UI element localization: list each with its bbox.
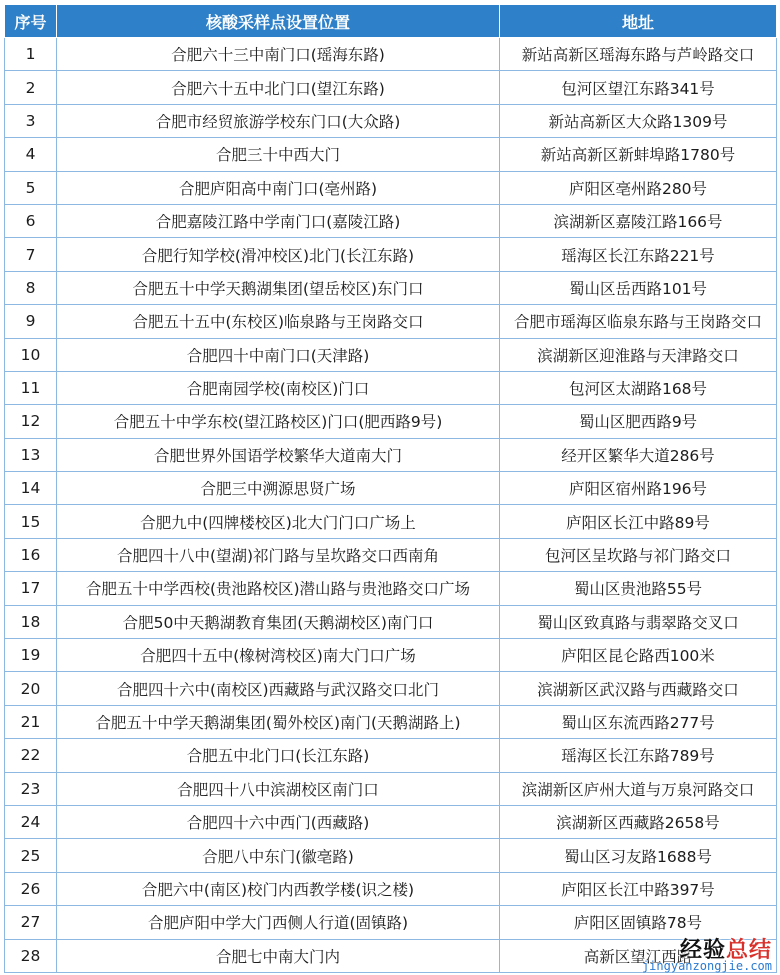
row-index-cell: 15 [5, 505, 57, 538]
row-address-cell: 新站高新区瑶海东路与芦岭路交口 [500, 38, 777, 71]
table-row [5, 605, 777, 638]
table-row [5, 505, 777, 538]
row-index-cell: 11 [5, 371, 57, 404]
row-index-cell: 6 [5, 204, 57, 237]
row-address-cell: 庐阳区昆仑路西100米 [500, 639, 777, 672]
table-row [5, 939, 777, 972]
watermark-title-accent: 总结 [725, 938, 772, 963]
row-address-cell: 庐阳区长江中路89号 [500, 505, 777, 538]
row-address-cell: 包河区望江东路341号 [500, 71, 777, 104]
row-address-cell: 庐阳区宿州路196号 [500, 472, 777, 505]
row-address-cell: 蜀山区岳西路101号 [500, 271, 777, 304]
row-site-cell: 合肥四十八中滨湖校区南门口 [57, 772, 500, 805]
row-site-cell: 合肥庐阳高中南门口(亳州路) [57, 171, 500, 204]
table-row [5, 438, 777, 471]
row-site-cell: 合肥六十三中南门口(瑶海东路) [57, 38, 500, 71]
row-site-cell: 合肥四十八中(望湖)祁门路与呈坎路交口西南角 [57, 538, 500, 571]
row-index-cell: 9 [5, 305, 57, 338]
row-site-cell: 合肥六十五中北门口(望江东路) [57, 71, 500, 104]
row-site-cell: 合肥四十中南门口(天津路) [57, 338, 500, 371]
sampling-sites-table [4, 4, 777, 973]
watermark-url: jingyanzongjie.com [641, 959, 772, 973]
row-address-cell: 蜀山区习友路1688号 [500, 839, 777, 872]
row-index-cell: 1 [5, 38, 57, 71]
row-site-cell: 合肥九中(四牌楼校区)北大门门口广场上 [57, 505, 500, 538]
table-row [5, 672, 777, 705]
row-index-cell: 24 [5, 805, 57, 838]
row-site-cell: 合肥五十五中(东校区)临泉路与王岗路交口 [57, 305, 500, 338]
row-index-cell: 7 [5, 238, 57, 271]
row-index-cell: 21 [5, 705, 57, 738]
row-site-cell: 合肥五中北门口(长江东路) [57, 739, 500, 772]
table-header-row [5, 5, 777, 38]
row-address-cell: 滨湖新区庐州大道与万泉河路交口 [500, 772, 777, 805]
row-index-cell: 16 [5, 538, 57, 571]
row-index-cell: 14 [5, 472, 57, 505]
table-row [5, 639, 777, 672]
table-row [5, 138, 777, 171]
row-index-cell: 10 [5, 338, 57, 371]
row-address-cell: 包河区太湖路168号 [500, 371, 777, 404]
row-address-cell: 滨湖新区嘉陵江路166号 [500, 204, 777, 237]
row-index-cell: 4 [5, 138, 57, 171]
row-index-cell: 3 [5, 104, 57, 137]
row-site-cell: 合肥三中溯源思贤广场 [57, 472, 500, 505]
row-index-cell: 18 [5, 605, 57, 638]
header-index: 序号 [5, 5, 57, 38]
row-address-cell: 滨湖新区西藏路2658号 [500, 805, 777, 838]
row-site-cell: 合肥五十中学天鹅湖集团(蜀外校区)南门(天鹅湖路上) [57, 705, 500, 738]
table-row [5, 872, 777, 905]
row-address-cell: 包河区呈坎路与祁门路交口 [500, 538, 777, 571]
table-row [5, 739, 777, 772]
row-index-cell: 26 [5, 872, 57, 905]
row-index-cell: 20 [5, 672, 57, 705]
row-address-cell: 蜀山区贵池路55号 [500, 572, 777, 605]
row-address-cell: 瑶海区长江东路789号 [500, 739, 777, 772]
table-row [5, 772, 777, 805]
table-row [5, 371, 777, 404]
row-index-cell: 8 [5, 271, 57, 304]
row-index-cell: 27 [5, 906, 57, 939]
row-site-cell: 合肥七中南大门内 [57, 939, 500, 972]
table-row [5, 572, 777, 605]
table-row [5, 204, 777, 237]
table-row [5, 906, 777, 939]
watermark-title-main: 经验 [679, 938, 726, 963]
table-row [5, 805, 777, 838]
row-address-cell: 庐阳区固镇路78号 [500, 906, 777, 939]
row-site-cell: 合肥八中东门(徽亳路) [57, 839, 500, 872]
table-row [5, 171, 777, 204]
row-site-cell: 合肥南园学校(南校区)门口 [57, 371, 500, 404]
row-address-cell: 庐阳区亳州路280号 [500, 171, 777, 204]
row-index-cell: 12 [5, 405, 57, 438]
row-index-cell: 2 [5, 71, 57, 104]
row-address-cell: 新站高新区大众路1309号 [500, 104, 777, 137]
row-site-cell: 合肥三十中西大门 [57, 138, 500, 171]
row-site-cell: 合肥五十中学东校(望江路校区)门口(肥西路9号) [57, 405, 500, 438]
table-row [5, 238, 777, 271]
row-index-cell: 22 [5, 739, 57, 772]
row-site-cell: 合肥五十中学西校(贵池路校区)潜山路与贵池路交口广场 [57, 572, 500, 605]
table-row [5, 538, 777, 571]
row-address-cell: 瑶海区长江东路221号 [500, 238, 777, 271]
table-row [5, 71, 777, 104]
table-row [5, 338, 777, 371]
row-site-cell: 合肥五十中学天鹅湖集团(望岳校区)东门口 [57, 271, 500, 304]
row-index-cell: 19 [5, 639, 57, 672]
header-site: 核酸采样点设置位置 [57, 5, 500, 38]
table-row [5, 705, 777, 738]
row-index-cell: 13 [5, 438, 57, 471]
row-index-cell: 17 [5, 572, 57, 605]
table-row [5, 38, 777, 71]
table-row [5, 271, 777, 304]
row-address-cell: 蜀山区肥西路9号 [500, 405, 777, 438]
row-site-cell: 合肥世界外国语学校繁华大道南大门 [57, 438, 500, 471]
row-site-cell: 合肥市经贸旅游学校东门口(大众路) [57, 104, 500, 137]
table-body [5, 38, 777, 973]
table-row [5, 405, 777, 438]
table-row [5, 472, 777, 505]
table-row [5, 305, 777, 338]
row-index-cell: 5 [5, 171, 57, 204]
row-index-cell: 23 [5, 772, 57, 805]
table-row [5, 839, 777, 872]
row-index-cell: 28 [5, 939, 57, 972]
row-address-cell: 新站高新区新蚌埠路1780号 [500, 138, 777, 171]
row-site-cell: 合肥50中天鹅湖教育集团(天鹅湖校区)南门口 [57, 605, 500, 638]
row-address-cell: 滨湖新区迎淮路与天津路交口 [500, 338, 777, 371]
row-address-cell: 高新区望江西路 [500, 939, 777, 972]
table-row [5, 104, 777, 137]
row-address-cell: 庐阳区长江中路397号 [500, 872, 777, 905]
row-site-cell: 合肥四十六中(南校区)西藏路与武汉路交口北门 [57, 672, 500, 705]
row-site-cell: 合肥四十六中西门(西藏路) [57, 805, 500, 838]
row-address-cell: 滨湖新区武汉路与西藏路交口 [500, 672, 777, 705]
row-address-cell: 经开区繁华大道286号 [500, 438, 777, 471]
row-site-cell: 合肥行知学校(滑冲校区)北门(长江东路) [57, 238, 500, 271]
row-index-cell: 25 [5, 839, 57, 872]
row-site-cell: 合肥庐阳中学大门西侧人行道(固镇路) [57, 906, 500, 939]
row-address-cell: 蜀山区致真路与翡翠路交叉口 [500, 605, 777, 638]
row-address-cell: 蜀山区东流西路277号 [500, 705, 777, 738]
header-address: 地址 [500, 5, 777, 38]
row-site-cell: 合肥嘉陵江路中学南门口(嘉陵江路) [57, 204, 500, 237]
row-site-cell: 合肥四十五中(橡树湾校区)南大门口广场 [57, 639, 500, 672]
row-address-cell: 合肥市瑶海区临泉东路与王岗路交口 [500, 305, 777, 338]
row-site-cell: 合肥六中(南区)校门内西教学楼(识之楼) [57, 872, 500, 905]
